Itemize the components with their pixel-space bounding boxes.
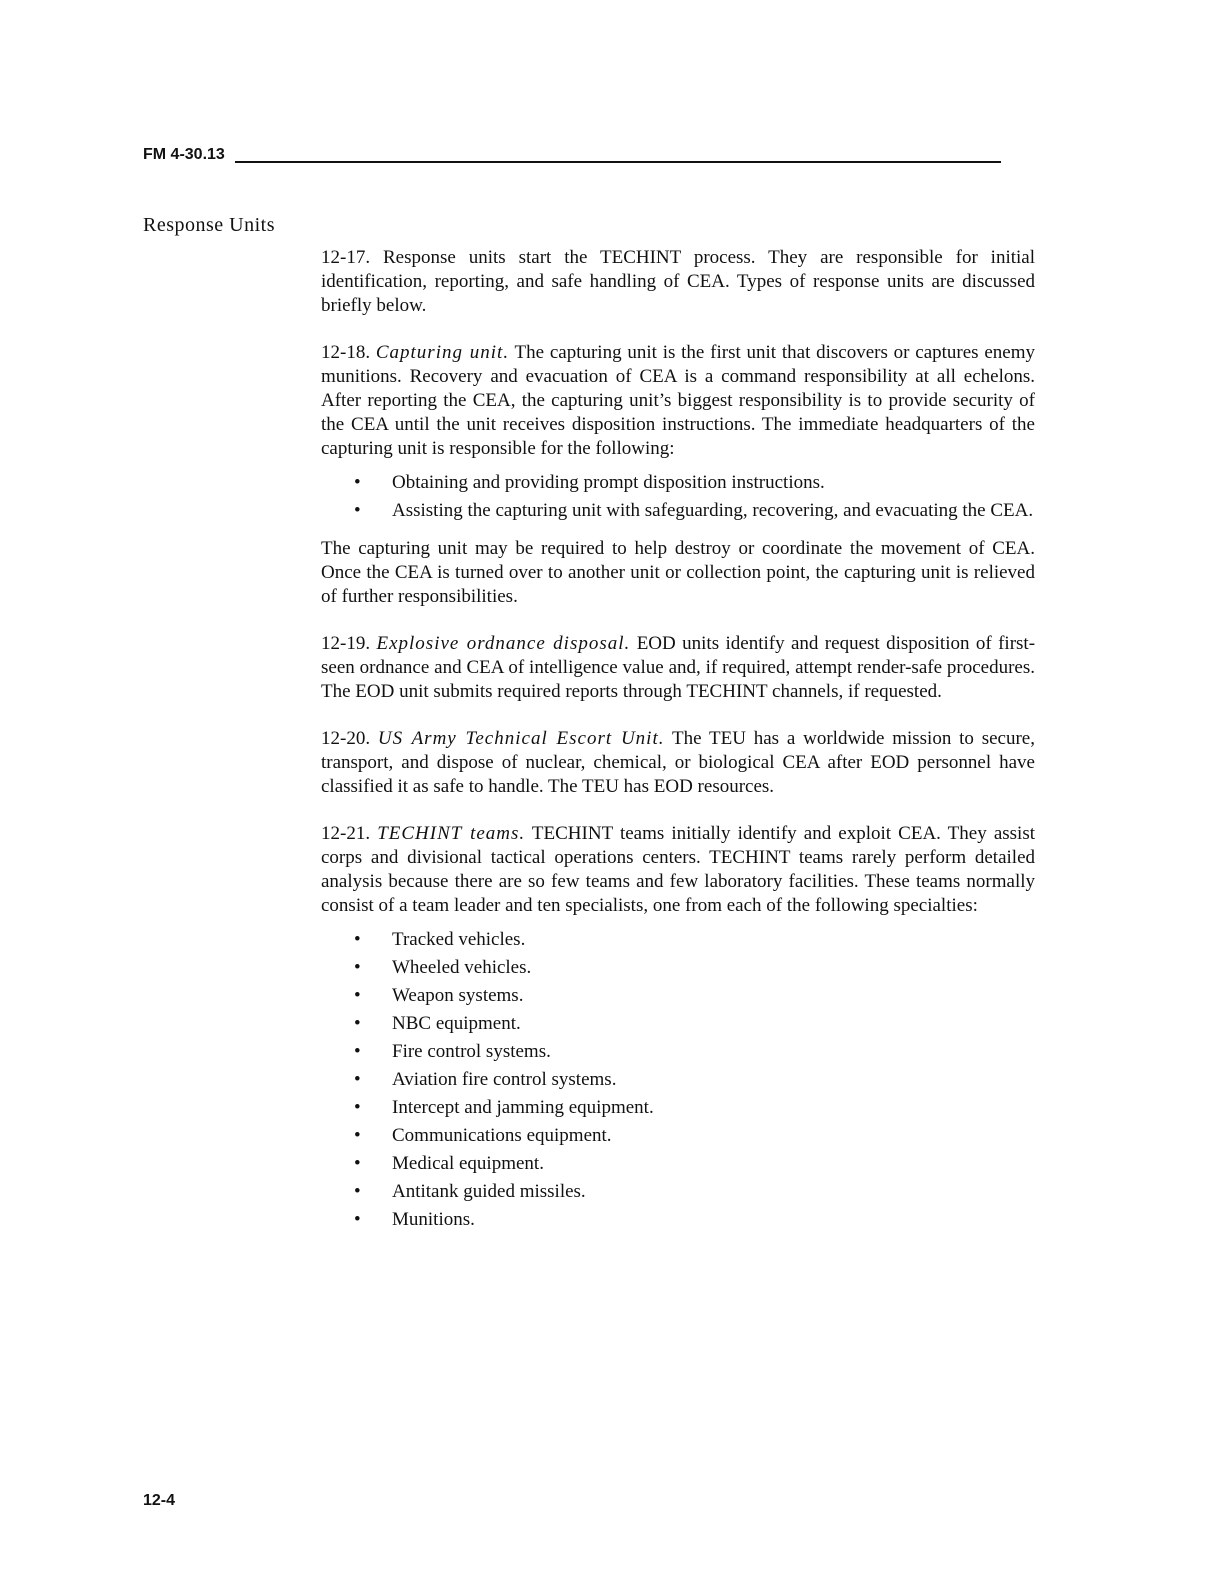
paragraph-12-18-continued: The capturing unit may be required to help destroy or coordinate the movement of CEA. Once the CEA is turned over to another unit or collection point, the capturing unit is relieved of further responsibilities. [321, 538, 1035, 607]
bullet-icon: • [354, 1181, 361, 1202]
paragraph-12-21 [321, 822, 1035, 918]
paragraph-number: 12-18. [321, 342, 371, 363]
list-item [321, 471, 1035, 495]
list-item [321, 1152, 1035, 1176]
list-item-text: Assisting the capturing unit with safeguarding, recovering, and evacuating the CEA. [392, 500, 1034, 521]
list-item-text: Intercept and jamming equipment. [392, 1097, 654, 1118]
list-item [321, 1068, 1035, 1092]
list-item [321, 1180, 1035, 1204]
paragraph-text: EOD units identify and request disposition of first-seen ordnance and CEA of intelligence value and, if required, attempt render-safe procedures. The EOD unit submits required reports through TECHINT channels, if requested. [321, 633, 1036, 702]
bullet-icon: • [354, 1069, 361, 1090]
header-rule [235, 161, 1001, 163]
bullet-icon: • [354, 1153, 361, 1174]
paragraph-term: US Army Technical Escort Unit. [377, 728, 665, 749]
list-item-text: Communications equipment. [392, 1125, 612, 1146]
manual-number: FM 4-30.13 [143, 146, 225, 163]
bullet-icon: • [354, 1209, 361, 1230]
section-title: Response Units [143, 214, 275, 236]
hq-responsibilities-list [321, 471, 1035, 523]
bullet-icon: • [354, 500, 361, 521]
list-item [321, 1124, 1035, 1148]
list-item-text: NBC equipment. [392, 1013, 521, 1034]
paragraph-12-17 [321, 246, 1035, 318]
paragraph-text: TECHINT teams initially identify and exploit CEA. They assist corps and divisional tactical operations centers. TECHINT teams rarely perform detailed analysis because there are so few teams and few laboratory facilities. These teams normally consist of a team leader and ten specialists, one from each of the following specialties: [321, 823, 1035, 916]
paragraph-number: 12-17. [321, 247, 371, 268]
list-item-text: Wheeled vehicles. [392, 957, 532, 978]
list-item [321, 1040, 1035, 1064]
list-item-text: Antitank guided missiles. [392, 1181, 586, 1202]
paragraph-text: Response units start the TECHINT process. They are responsible for initial identification, reporting, and safe handling of CEA. Types of response units are discussed briefly below. [321, 247, 1036, 316]
specialties-list [321, 928, 1035, 1232]
list-item [321, 956, 1035, 980]
paragraph-12-19 [321, 632, 1035, 704]
list-item-text: Aviation fire control systems. [392, 1069, 617, 1090]
bullet-icon: • [354, 1125, 361, 1146]
paragraph-term: TECHINT teams. [377, 823, 526, 844]
bullet-icon: • [354, 957, 361, 978]
page-header [143, 144, 1001, 166]
list-item-text: Obtaining and providing prompt disposition instructions. [392, 472, 825, 493]
bullet-icon: • [354, 1097, 361, 1118]
list-item [321, 499, 1035, 523]
paragraph-12-18 [321, 341, 1035, 461]
list-item [321, 928, 1035, 952]
list-item-text: Munitions. [392, 1209, 475, 1230]
bullet-icon: • [354, 929, 361, 950]
paragraph-text: The capturing unit is the first unit that discovers or captures enemy munitions. Recovery and evacuation of CEA is a command responsibility at all echelons. After reporting the CEA, the capturing unit’s biggest responsibility is to provide security of the CEA until the unit receives disposition instructions. The immediate headquarters of the capturing unit is responsible for the following: [321, 342, 1035, 459]
list-item-text: Weapon systems. [392, 985, 524, 1006]
paragraph-12-20 [321, 727, 1035, 799]
bullet-icon: • [354, 472, 361, 493]
paragraph-text: The TEU has a worldwide mission to secure, transport, and dispose of nuclear, chemical, or biological CEA after EOD personnel have classified it as safe to handle. The TEU has EOD resources. [321, 728, 1035, 797]
paragraph-number: 12-20. [321, 728, 371, 749]
list-item [321, 1012, 1035, 1036]
page-number: 12-4 [143, 1492, 176, 1509]
bullet-icon: • [354, 985, 361, 1006]
list-item [321, 1208, 1035, 1232]
paragraph-number: 12-19. [321, 633, 371, 654]
body-text [321, 246, 1035, 1246]
bullet-icon: • [354, 1013, 361, 1034]
list-item [321, 1096, 1035, 1120]
list-item-text: Medical equipment. [392, 1153, 544, 1174]
paragraph-term: Explosive ordnance disposal. [376, 633, 631, 654]
paragraph-term: Capturing unit. [375, 342, 510, 363]
bullet-icon: • [354, 1041, 361, 1062]
list-item-text: Fire control systems. [392, 1041, 551, 1062]
list-item [321, 984, 1035, 1008]
paragraph-number: 12-21. [321, 823, 371, 844]
list-item-text: Tracked vehicles. [392, 929, 526, 950]
